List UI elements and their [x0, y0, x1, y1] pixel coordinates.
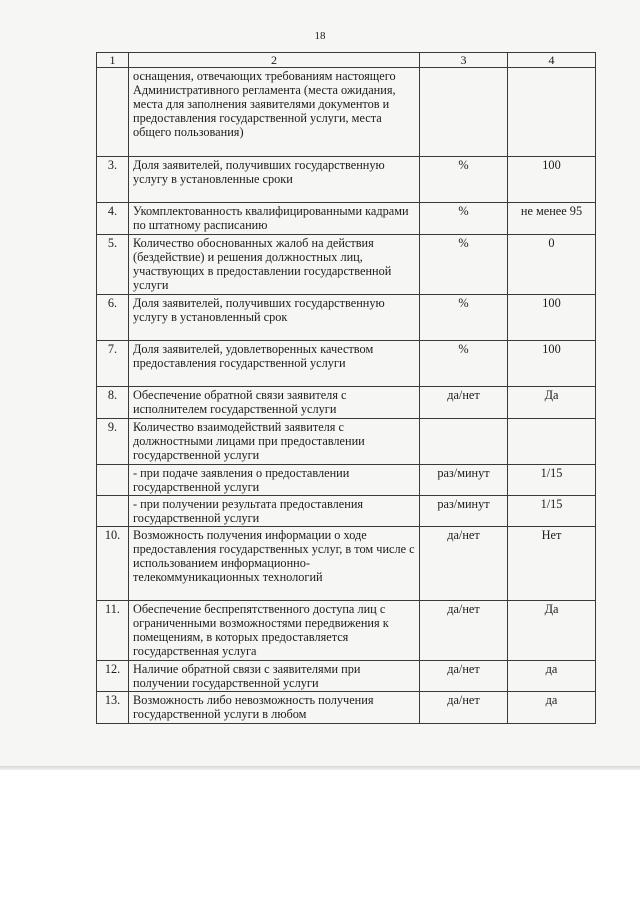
indicator-text: - при получении результата предоставления государственной услуги: [129, 496, 420, 527]
unit-cell: да/нет: [420, 661, 508, 692]
page-number: 18: [314, 30, 326, 42]
table-row: [97, 496, 596, 527]
indicator-text: Доля заявителей, получивших государственную услугу в установленный срок: [129, 295, 420, 341]
row-number: 4.: [97, 203, 129, 235]
table-row: [97, 203, 596, 235]
unit-cell: [420, 419, 508, 465]
unit-cell: да/нет: [420, 527, 508, 601]
value-cell: Да: [508, 387, 596, 419]
scan-edge: [0, 766, 640, 770]
table-row: [97, 341, 596, 387]
row-number: 13.: [97, 692, 129, 724]
row-number: 8.: [97, 387, 129, 419]
unit-cell: [420, 68, 508, 157]
indicator-text: Укомплектованность квалифицированными кадрами по штатному расписанию: [129, 203, 420, 235]
value-cell: Нет: [508, 527, 596, 601]
value-cell: да: [508, 661, 596, 692]
header-cell: 2: [129, 53, 420, 68]
value-cell: да: [508, 692, 596, 724]
indicator-text: Возможность получения информации о ходе предоставления государственных услуг, в том числе с использованием информационно-телекоммуникационных технологий: [129, 527, 420, 601]
table-row: [97, 601, 596, 661]
value-cell: 100: [508, 157, 596, 203]
table-row: [97, 387, 596, 419]
row-number: [97, 68, 129, 157]
value-cell: 100: [508, 341, 596, 387]
value-cell: [508, 68, 596, 157]
indicator-text: Количество взаимодействий заявителя с должностными лицами при предоставлении государственной услуги: [129, 419, 420, 465]
unit-cell: %: [420, 295, 508, 341]
row-number: 7.: [97, 341, 129, 387]
unit-cell: %: [420, 341, 508, 387]
row-number: [97, 465, 129, 496]
unit-cell: раз/минут: [420, 465, 508, 496]
table-row: [97, 235, 596, 295]
unit-cell: раз/минут: [420, 496, 508, 527]
table-header-row: [97, 53, 596, 68]
table-row: [97, 68, 596, 157]
value-cell: не менее 95: [508, 203, 596, 235]
row-number: 3.: [97, 157, 129, 203]
unit-cell: %: [420, 157, 508, 203]
row-number: 10.: [97, 527, 129, 601]
indicator-text: Возможность либо невозможность получения государственной услуги в любом: [129, 692, 420, 724]
value-cell: 1/15: [508, 465, 596, 496]
indicator-text: - при подаче заявления о предоставлении государственной услуги: [129, 465, 420, 496]
indicator-text: Наличие обратной связи с заявителями при получении государственной услуги: [129, 661, 420, 692]
unit-cell: да/нет: [420, 692, 508, 724]
table-row: [97, 527, 596, 601]
row-number: 5.: [97, 235, 129, 295]
indicator-text: Доля заявителей, удовлетворенных качеством предоставления государственной услуги: [129, 341, 420, 387]
table-row: [97, 465, 596, 496]
table-row: [97, 692, 596, 724]
header-cell: 3: [420, 53, 508, 68]
indicator-text: Доля заявителей, получивших государственную услугу в установленные сроки: [129, 157, 420, 203]
quality-indicators-table: [96, 52, 596, 724]
value-cell: 100: [508, 295, 596, 341]
row-number: 9.: [97, 419, 129, 465]
row-number: 12.: [97, 661, 129, 692]
table-row: [97, 661, 596, 692]
header-cell: 4: [508, 53, 596, 68]
table-row: [97, 157, 596, 203]
unit-cell: да/нет: [420, 387, 508, 419]
unit-cell: %: [420, 203, 508, 235]
value-cell: [508, 419, 596, 465]
value-cell: 0: [508, 235, 596, 295]
row-number: 11.: [97, 601, 129, 661]
indicator-text: Обеспечение беспрепятственного доступа лиц с ограниченными возможностями передвижения к помещениям, в которых предоставляется государственная услуга: [129, 601, 420, 661]
indicator-text: Количество обоснованных жалоб на действия (бездействие) и решения должностных лиц, участвующих в предоставлении государственной услуги: [129, 235, 420, 295]
unit-cell: %: [420, 235, 508, 295]
row-number: 6.: [97, 295, 129, 341]
table-row: [97, 295, 596, 341]
value-cell: Да: [508, 601, 596, 661]
table-row: [97, 419, 596, 465]
unit-cell: да/нет: [420, 601, 508, 661]
row-number: [97, 496, 129, 527]
value-cell: 1/15: [508, 496, 596, 527]
indicator-text: оснащения, отвечающих требованиям настоящего Административного регламента (места ожидания, места для заполнения заявителями документов и предоставления государственной услуги, места общего пользования): [129, 68, 420, 157]
header-cell: 1: [97, 53, 129, 68]
indicator-text: Обеспечение обратной связи заявителя с исполнителем государственной услуги: [129, 387, 420, 419]
